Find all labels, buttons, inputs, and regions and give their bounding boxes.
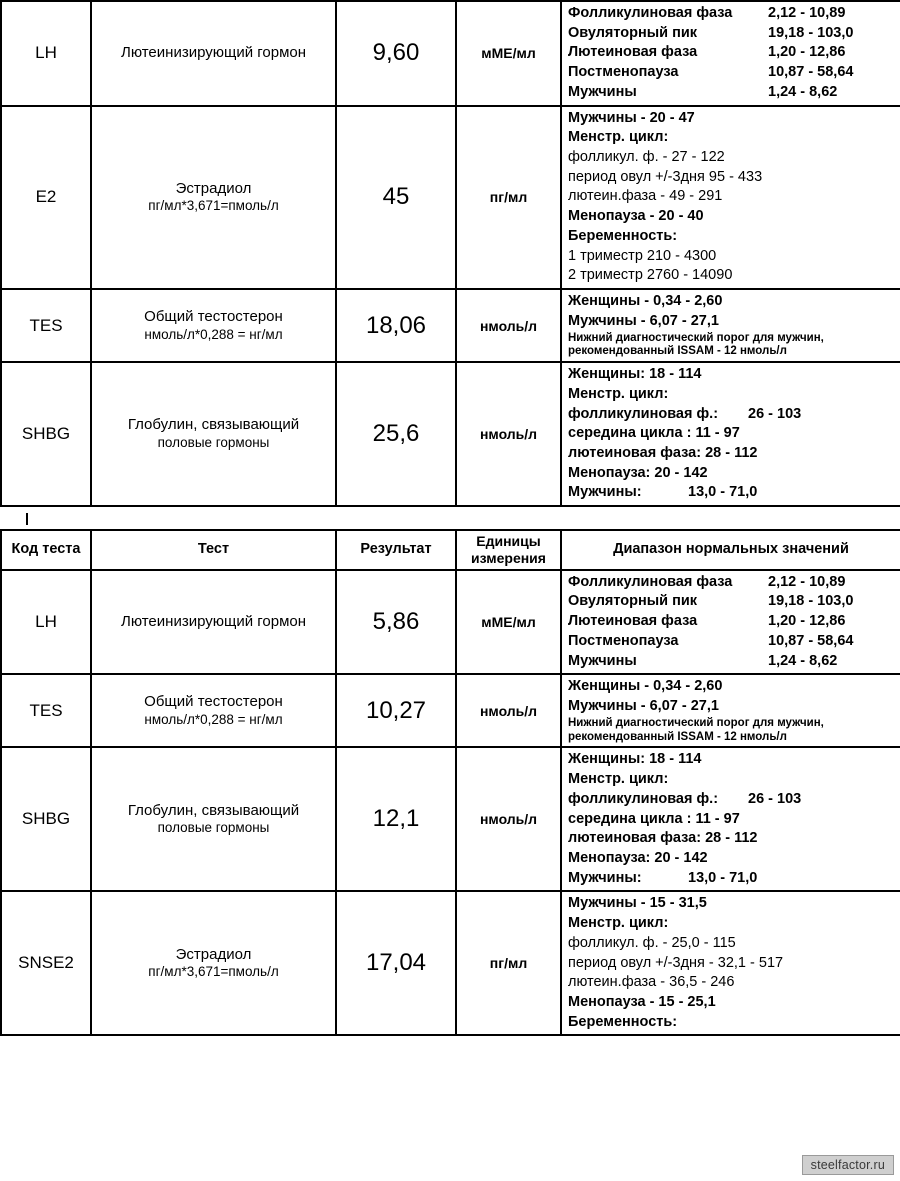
range-line: Менстр. цикл: bbox=[568, 771, 669, 788]
test-result: 45 bbox=[336, 106, 456, 289]
test-result: 25,6 bbox=[336, 362, 456, 506]
page-mark bbox=[26, 513, 28, 525]
test-name-conversion: пг/мл*3,671=пмоль/л bbox=[148, 964, 279, 980]
range-line: Женщины - 0,34 - 2,60 bbox=[568, 293, 723, 310]
header-unit bbox=[456, 530, 561, 570]
range-value: 19,18 - 103,0 bbox=[768, 24, 854, 41]
range-line: 1 триместр 210 - 4300 bbox=[568, 247, 717, 264]
range-label: Лютеиновая фаза bbox=[568, 613, 698, 630]
test-name-main: Лютеинизирующий гормон bbox=[120, 43, 307, 61]
table-row bbox=[1, 1, 900, 106]
range-label: Овуляторный пик bbox=[568, 24, 698, 41]
range-value: 1,24 - 8,62 bbox=[768, 652, 838, 669]
header-range: Диапазон нормальных значений bbox=[561, 530, 900, 570]
lab-results-table-2 bbox=[0, 529, 900, 1036]
range-label: Фолликулиновая фаза bbox=[568, 5, 733, 21]
range-value: 1,24 - 8,62 bbox=[768, 83, 838, 100]
test-result: 9,60 bbox=[336, 1, 456, 106]
range-label: Овуляторный пик bbox=[568, 593, 698, 610]
reference-range bbox=[561, 1, 900, 106]
test-code: LH bbox=[1, 1, 91, 106]
range-label: фолликулиновая ф.: bbox=[568, 405, 719, 422]
range-note: Нижний диагностический порог для мужчин, рекомендованный ISSAM - 12 нмоль/л bbox=[568, 716, 824, 743]
test-name-conversion: пг/мл*3,671=пмоль/л bbox=[148, 198, 279, 214]
range-label: Мужчины bbox=[568, 83, 637, 100]
range-value: 13,0 - 71,0 bbox=[688, 869, 758, 886]
test-unit: мМЕ/мл bbox=[456, 570, 561, 675]
test-name bbox=[91, 362, 336, 506]
table-row bbox=[1, 289, 900, 362]
test-name-conversion: нмоль/л*0,288 = нг/мл bbox=[144, 326, 283, 342]
test-code: SHBG bbox=[1, 362, 91, 506]
range-note: Нижний диагностический порог для мужчин, рекомендованный ISSAM - 12 нмоль/л bbox=[568, 331, 824, 358]
range-label: Мужчины: bbox=[568, 484, 642, 501]
test-unit: нмоль/л bbox=[456, 674, 561, 747]
test-name-main: Общий тестостерон bbox=[144, 693, 283, 711]
reference-range bbox=[561, 891, 900, 1035]
range-line: Женщины - 0,34 - 2,60 bbox=[568, 678, 723, 695]
table-row bbox=[1, 570, 900, 675]
table-1-body bbox=[1, 1, 900, 506]
reference-range bbox=[561, 362, 900, 506]
reference-range bbox=[561, 106, 900, 289]
table-row bbox=[1, 674, 900, 747]
range-line: лютеиновая фаза: 28 - 112 bbox=[568, 444, 758, 461]
reference-range bbox=[561, 289, 900, 362]
test-code: SNSE2 bbox=[1, 891, 91, 1035]
range-line: Мужчины - 6,07 - 27,1 bbox=[568, 698, 719, 715]
test-name bbox=[91, 570, 336, 675]
test-name-line2: половые гормоны bbox=[157, 820, 270, 836]
header-result: Результат bbox=[336, 530, 456, 570]
range-line: 2 триместр 2760 - 14090 bbox=[568, 267, 733, 284]
test-result: 18,06 bbox=[336, 289, 456, 362]
test-unit: мМЕ/мл bbox=[456, 1, 561, 106]
table-row bbox=[1, 891, 900, 1035]
test-unit: нмоль/л bbox=[456, 362, 561, 506]
range-line: Беременность: bbox=[568, 1013, 678, 1030]
range-line: Мужчины - 20 - 47 bbox=[568, 109, 695, 126]
range-label: Мужчины bbox=[568, 652, 637, 669]
test-name bbox=[91, 1, 336, 106]
test-name-conversion: нмоль/л*0,288 = нг/мл bbox=[144, 711, 283, 727]
table-row bbox=[1, 747, 900, 891]
test-name-main: Эстрадиол bbox=[175, 945, 252, 963]
range-line: лютеиновая фаза: 28 - 112 bbox=[568, 830, 758, 847]
range-label: фолликулиновая ф.: bbox=[568, 790, 719, 807]
test-result: 12,1 bbox=[336, 747, 456, 891]
range-label: Фолликулиновая фаза bbox=[568, 573, 733, 590]
range-line: лютеин.фаза - 36,5 - 246 bbox=[568, 974, 735, 991]
range-label: Постменопауза bbox=[568, 632, 679, 649]
test-name bbox=[91, 106, 336, 289]
test-name-main: Эстрадиол bbox=[175, 179, 252, 197]
range-label: Лютеиновая фаза bbox=[568, 44, 698, 61]
table-row bbox=[1, 106, 900, 289]
lab-results-table-1 bbox=[0, 0, 900, 507]
test-name-main: Глобулин, связывающий bbox=[127, 801, 300, 819]
range-line: Менстр. цикл: bbox=[568, 915, 669, 932]
test-unit: нмоль/л bbox=[456, 289, 561, 362]
range-line: фолликул. ф. - 25,0 - 115 bbox=[568, 934, 736, 951]
header-unit-line1: Единицы bbox=[476, 533, 541, 550]
header-code: Код теста bbox=[1, 530, 91, 570]
test-name bbox=[91, 747, 336, 891]
range-line: Менстр. цикл: bbox=[568, 129, 669, 146]
watermark: steelfactor.ru bbox=[802, 1155, 894, 1175]
test-name bbox=[91, 289, 336, 362]
range-value: 19,18 - 103,0 bbox=[768, 593, 854, 610]
range-label: Мужчины: bbox=[568, 869, 642, 886]
range-line: Беременность: bbox=[568, 227, 678, 244]
table-2-body bbox=[1, 530, 900, 1035]
test-unit: нмоль/л bbox=[456, 747, 561, 891]
header-test: Тест bbox=[91, 530, 336, 570]
range-line: середина цикла : 11 - 97 bbox=[568, 425, 740, 442]
range-value: 10,87 - 58,64 bbox=[768, 632, 854, 649]
test-result: 17,04 bbox=[336, 891, 456, 1035]
table-header-row bbox=[1, 530, 900, 570]
reference-range bbox=[561, 674, 900, 747]
range-line: Мужчины - 6,07 - 27,1 bbox=[568, 312, 719, 329]
range-line: Мужчины - 15 - 31,5 bbox=[568, 895, 707, 912]
test-name bbox=[91, 891, 336, 1035]
test-name-main: Лютеинизирующий гормон bbox=[120, 612, 307, 630]
range-value: 26 - 103 bbox=[748, 405, 802, 422]
range-line: Менопауза: 20 - 142 bbox=[568, 464, 708, 481]
test-code: TES bbox=[1, 289, 91, 362]
range-line: Менопауза - 15 - 25,1 bbox=[568, 993, 716, 1010]
range-label: Постменопауза bbox=[568, 64, 679, 81]
test-code: TES bbox=[1, 674, 91, 747]
range-value: 2,12 - 10,89 bbox=[768, 5, 846, 21]
test-name-main: Общий тестостерон bbox=[144, 307, 283, 325]
test-name-main: Глобулин, связывающий bbox=[127, 416, 300, 434]
range-line: Женщины: 18 - 114 bbox=[568, 366, 702, 383]
range-line: фолликул. ф. - 27 - 122 bbox=[568, 149, 725, 166]
range-line: период овул +/-3дня 95 - 433 bbox=[568, 168, 763, 185]
range-line: Менстр. цикл: bbox=[568, 385, 669, 402]
range-line: лютеин.фаза - 49 - 291 bbox=[568, 188, 723, 205]
test-result: 5,86 bbox=[336, 570, 456, 675]
range-value: 13,0 - 71,0 bbox=[688, 484, 758, 501]
test-name-line2: половые гормоны bbox=[157, 435, 270, 451]
range-line: середина цикла : 11 - 97 bbox=[568, 810, 740, 827]
test-name bbox=[91, 674, 336, 747]
range-value: 1,20 - 12,86 bbox=[768, 44, 846, 61]
table-separator bbox=[0, 507, 900, 529]
test-code: SHBG bbox=[1, 747, 91, 891]
header-unit-line2: измерения bbox=[471, 549, 546, 566]
table-row bbox=[1, 362, 900, 506]
test-unit: пг/мл bbox=[456, 891, 561, 1035]
range-line: Менопауза - 20 - 40 bbox=[568, 208, 704, 225]
test-code: LH bbox=[1, 570, 91, 675]
test-unit: пг/мл bbox=[456, 106, 561, 289]
range-line: Женщины: 18 - 114 bbox=[568, 751, 702, 768]
range-line: период овул +/-3дня - 32,1 - 517 bbox=[568, 954, 784, 971]
range-value: 26 - 103 bbox=[748, 790, 802, 807]
range-line: Менопауза: 20 - 142 bbox=[568, 849, 708, 866]
test-result: 10,27 bbox=[336, 674, 456, 747]
range-value: 1,20 - 12,86 bbox=[768, 613, 846, 630]
reference-range bbox=[561, 570, 900, 675]
range-value: 2,12 - 10,89 bbox=[768, 573, 846, 590]
reference-range bbox=[561, 747, 900, 891]
range-value: 10,87 - 58,64 bbox=[768, 64, 854, 81]
test-code: E2 bbox=[1, 106, 91, 289]
